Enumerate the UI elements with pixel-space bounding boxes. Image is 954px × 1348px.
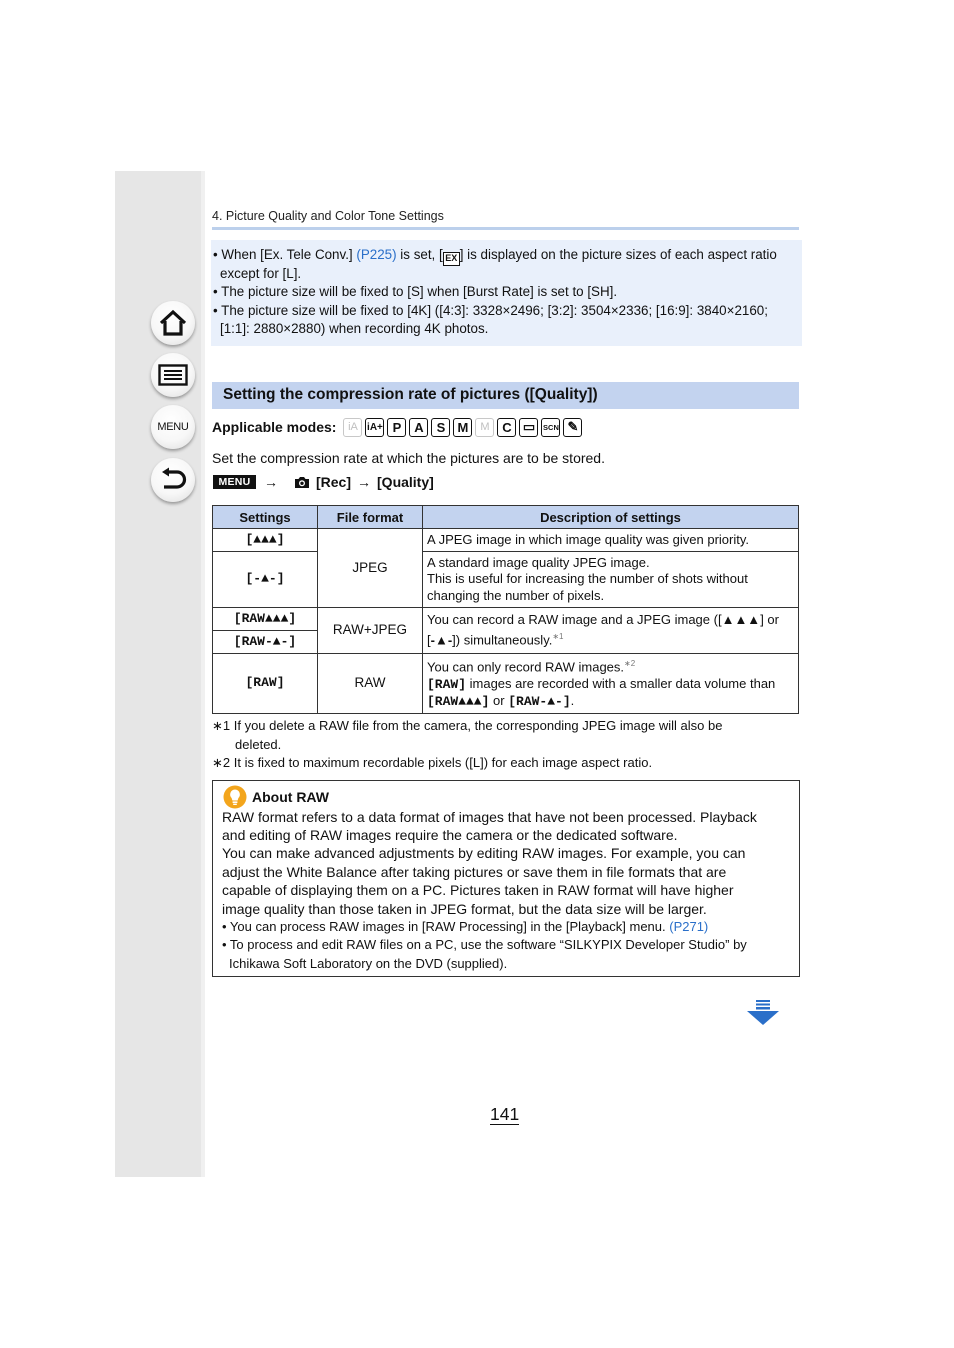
about-paragraph: adjust the White Balance after taking pictures or save them in file formats that are: [222, 864, 727, 880]
mode-creative-video-icon: M: [475, 418, 494, 437]
modes-label: Applicable modes:: [212, 419, 337, 435]
list-icon: [158, 364, 188, 386]
about-bullet-silkypix-cont: Ichikawa Soft Laboratory on the DVD (supplied).: [229, 956, 508, 971]
chapter-rule: [212, 227, 799, 230]
home-icon: [158, 309, 188, 337]
path-quality: [Quality]: [377, 474, 434, 490]
mode-scn-icon: SCN: [541, 418, 560, 437]
footnote-1-cont: deleted.: [235, 737, 282, 752]
desc-line: [427, 676, 794, 694]
desc-text: images are recorded with a smaller data volume than: [466, 675, 776, 691]
menu-button-label: MENU: [157, 421, 189, 433]
table-row: [213, 608, 799, 631]
quality-table: [212, 505, 799, 714]
table-row: [213, 654, 799, 714]
about-paragraph: capable of displaying them on a PC. Pictures taken in RAW format will have higher: [222, 882, 734, 898]
mode-s-icon: S: [431, 418, 450, 437]
about-paragraph: image quality than those taken in JPEG format, but the data size will be larger.: [222, 901, 707, 917]
about-raw-title: About RAW: [252, 789, 329, 805]
applicable-modes: [212, 417, 585, 437]
camera-icon: [294, 476, 310, 489]
note-ex-tele: [213, 246, 777, 266]
desc-text: You can record a RAW image and a JPEG image ([: [427, 612, 722, 628]
note-text: [1:1]: 2880×2880) when recording 4K photos.: [220, 321, 489, 336]
footnote-2: ∗2 It is fixed to maximum recordable pixels ([L]) for each image aspect ratio.: [212, 755, 653, 770]
table-row: [213, 552, 799, 608]
format-raw: RAW: [318, 654, 423, 714]
ex-tele-icon: EX: [443, 252, 460, 266]
standard-icon: -▲-: [430, 632, 453, 648]
arrow: →: [357, 474, 372, 490]
desc-text: or: [489, 693, 509, 709]
link-p271[interactable]: (P271): [669, 919, 709, 934]
desc-text: You can only record RAW images.: [427, 659, 625, 675]
about-paragraph: You can make advanced adjustments by editing RAW images. For example, you can: [222, 845, 746, 861]
desc-fine: A JPEG image in which image quality was given priority.: [423, 529, 799, 552]
note-4k: • The picture size will be fixed to [4K] ([4:3]: 3328×2496; [3:2]: 3504×2336; [16:9]: 3840×2160;: [213, 303, 768, 318]
fine-icon: ▲▲▲: [721, 612, 761, 628]
about-bullet-silkypix: • To process and edit RAW files on a PC, use the software “SILKYPIX Developer Studio” by: [222, 937, 747, 952]
about-paragraph: RAW format refers to a data format of images that have not been processed. Playback: [222, 809, 757, 825]
mode-ia-plus-icon: iA+: [365, 418, 384, 437]
desc-text: ] or: [760, 612, 779, 628]
mode-m-icon: M: [453, 418, 472, 437]
desc-line: [427, 629, 794, 649]
intro-text: Set the compression rate at which the pictures are to be stored.: [212, 450, 605, 466]
about-paragraph: and editing of RAW images require the camera or the dedicated software.: [222, 827, 678, 843]
menu-path: [213, 473, 434, 491]
chapter-title: 4. Picture Quality and Color Tone Settings: [212, 209, 444, 223]
home-button[interactable]: [151, 301, 195, 345]
table-row: [213, 529, 799, 552]
contents-button[interactable]: [151, 353, 195, 397]
mode-p-icon: P: [387, 418, 406, 437]
note-text: except for [L].: [220, 266, 302, 281]
desc-standard: [423, 552, 799, 608]
about-raw-box: [212, 780, 800, 977]
desc-line: [427, 693, 794, 711]
setting-fine-icon: [▲▲▲]: [213, 529, 318, 552]
header-file-format: File format: [318, 506, 423, 529]
about-bullet-raw-processing: [222, 918, 794, 937]
footnote-ref: ∗2: [624, 659, 636, 668]
desc-line: This is useful for increasing the number of shots without: [427, 571, 748, 587]
format-raw-jpeg: RAW+JPEG: [318, 608, 423, 654]
setting-raw-standard-icon: [RAW-▲-]: [213, 631, 318, 654]
arrow: →: [264, 474, 278, 490]
table-header-row: [213, 506, 799, 529]
raw-icon: [RAW]: [427, 676, 467, 692]
desc-text: [: [427, 632, 431, 648]
next-page-arrow-icon[interactable]: [746, 1000, 780, 1026]
desc-raw: [423, 654, 799, 714]
setting-raw-fine-icon: [RAW▲▲▲]: [213, 608, 318, 631]
lightbulb-icon: [223, 785, 247, 809]
bullet-text: • You can process RAW images in [RAW Processing] in the [Playback] menu.: [222, 919, 670, 934]
desc-line: A standard image quality JPEG image.: [427, 554, 650, 570]
menu-badge: MENU: [213, 475, 256, 489]
desc-text: ]) simultaneously.: [452, 632, 553, 648]
raw-fine-icon: [RAW▲▲▲]: [427, 694, 490, 710]
section-heading: Setting the compression rate of pictures ([Quality]): [212, 382, 799, 409]
back-button[interactable]: [151, 458, 195, 502]
mode-panorama-icon: ▭: [519, 418, 538, 437]
menu-button[interactable]: [151, 405, 195, 449]
desc-raw-jpeg: [423, 608, 799, 654]
link-p225[interactable]: (P225): [356, 247, 397, 262]
mode-ia-icon: iA: [343, 418, 362, 437]
note-text: is set, [: [396, 247, 443, 262]
desc-line: [427, 656, 794, 676]
desc-line: [427, 612, 794, 629]
back-arrow-icon: [158, 467, 188, 493]
note-burst: • The picture size will be fixed to [S] when [Burst Rate] is set to [SH].: [213, 284, 618, 299]
page-number: 141: [490, 1104, 520, 1124]
mode-creative-control-icon: ✎: [563, 418, 582, 437]
note-text: ] is displayed on the picture sizes of each aspect ratio: [459, 247, 777, 262]
header-description: Description of settings: [423, 506, 799, 529]
mode-a-icon: A: [409, 418, 428, 437]
header-settings: Settings: [213, 506, 318, 529]
desc-line: changing the number of pixels.: [427, 587, 605, 603]
footnote-ref: ∗1: [552, 631, 564, 641]
desc-text: .: [570, 693, 575, 709]
format-jpeg: JPEG: [318, 529, 423, 608]
mode-c-icon: C: [497, 418, 516, 437]
sidebar-edge: [201, 171, 205, 1177]
raw-standard-icon: [RAW-▲-]: [508, 694, 571, 710]
note-text: • When [Ex. Tele Conv.]: [213, 247, 357, 262]
notes-box: [211, 240, 802, 346]
footnote-1: ∗1 If you delete a RAW file from the camera, the corresponding JPEG image will also be: [212, 718, 723, 733]
setting-standard-icon: [-▲-]: [213, 552, 318, 608]
setting-raw-icon: [RAW]: [213, 654, 318, 714]
path-rec: [Rec]: [316, 474, 352, 490]
